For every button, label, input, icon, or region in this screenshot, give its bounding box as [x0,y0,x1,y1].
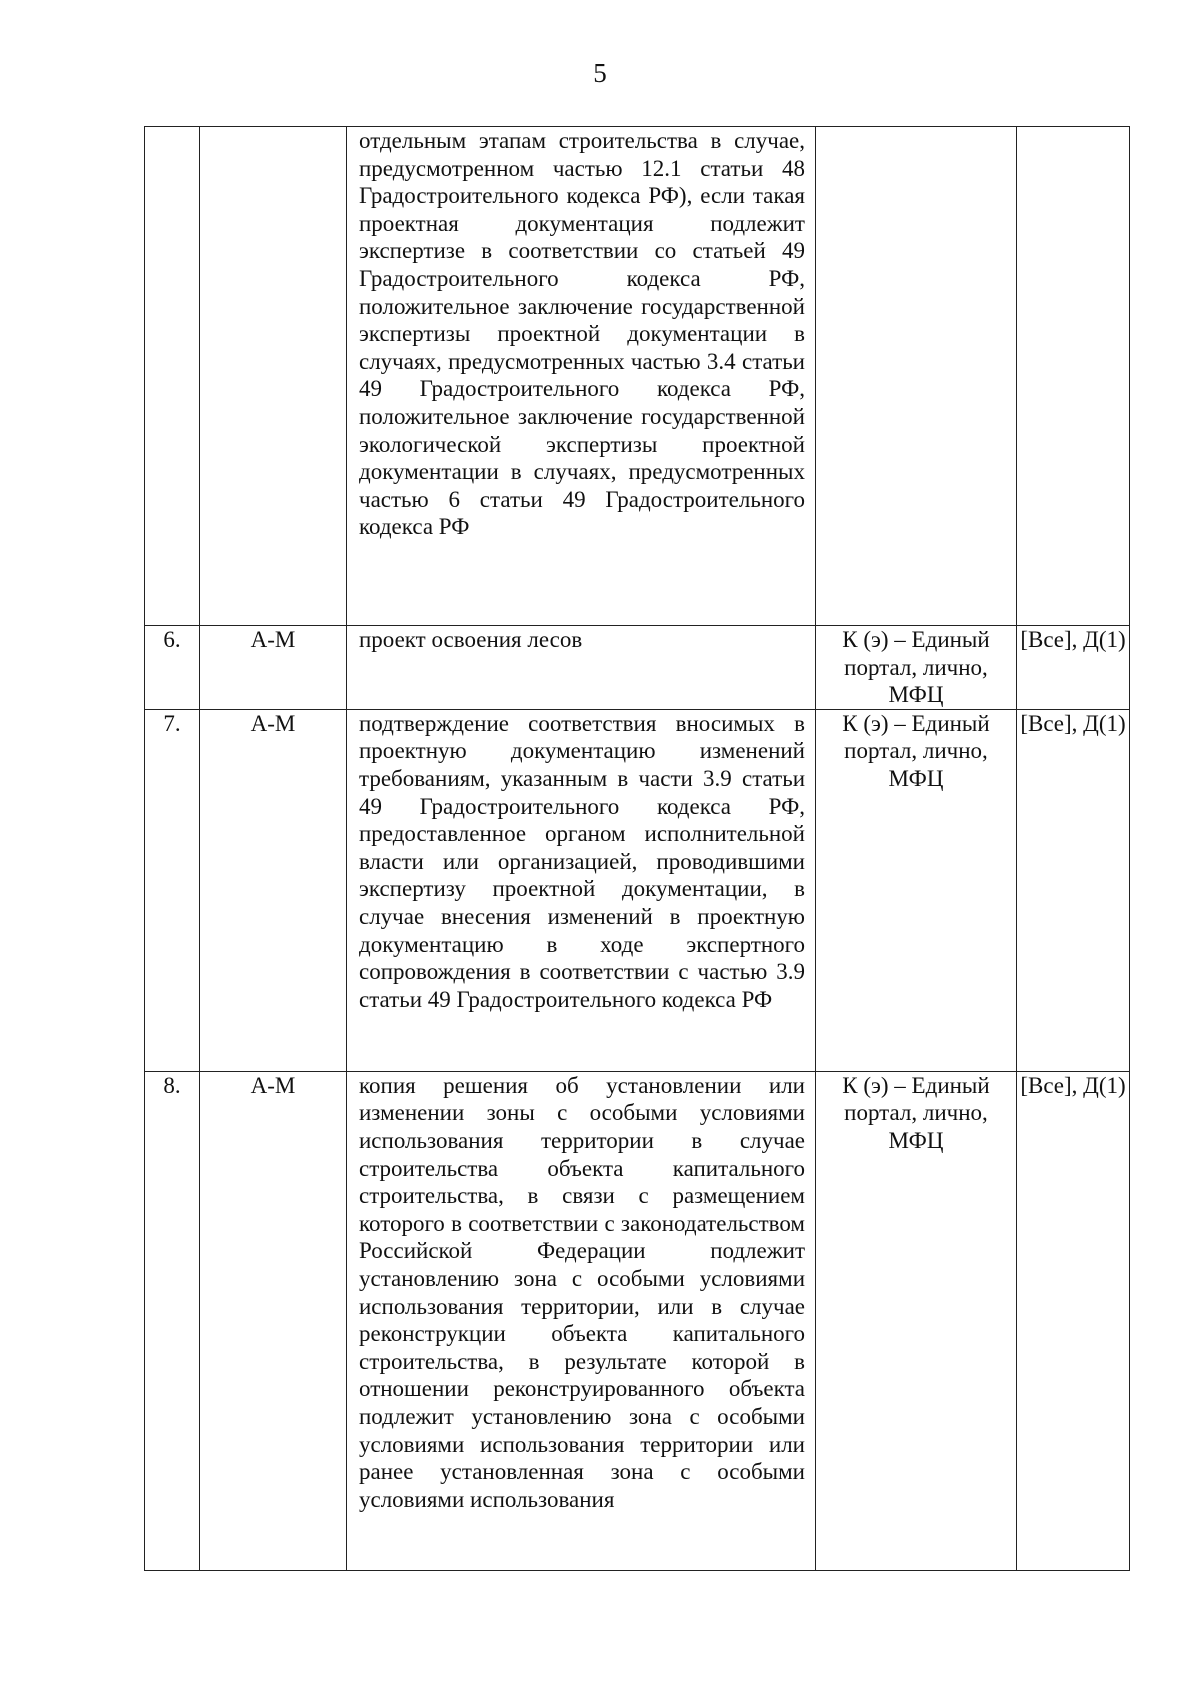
table-row [145,1071,1130,1570]
documents-table [144,126,1130,1571]
row-code-cell: А-М [200,1071,347,1570]
row-flag-cell [1017,127,1130,626]
row-submission-way-cell: К (э) – Единый портал, лично, МФЦ [816,626,1017,710]
row-number-cell: 6. [145,626,200,710]
row-number-cell: 7. [145,709,200,1071]
row-description-cell [347,626,816,710]
row-submission-way-cell: К (э) – Единый портал, лично, МФЦ [816,1071,1017,1570]
row-code-cell: А-М [200,709,347,1071]
row-description-cell [347,127,816,626]
row-flag-cell: [Все], Д(1) [1017,709,1130,1071]
row-description-text: отдельным этапам строительства в случае, предусмотренном частью 12.1 статьи 48 Градостроительного кодекса РФ), если такая проектная документация подлежит экспертизе в соответствии со статьей 49 Градостроительного кодекса РФ, положительное заключение государственной экспертизы проектной документации в случаях, предусмотренных частью 3.4 статьи 49 Градостроительного кодекса РФ, положительное заключение государственной экологической экспертизы проектной документации в случаях, предусмотренных частью 6 статьи 49 Градостроительного кодекса РФ [359,128,805,540]
row-flag-cell: [Все], Д(1) [1017,626,1130,710]
table-row [145,626,1130,710]
row-code-cell: А-М [200,626,347,710]
table-row [145,127,1130,626]
row-number-cell [145,127,200,626]
row-description-cell [347,1071,816,1570]
row-flag-cell: [Все], Д(1) [1017,1071,1130,1570]
row-description-text: проект освоения лесов [359,627,583,652]
row-description-text: копия решения об установлении или изменении зоны с особыми условиями использования территории в случае строительства объекта капитального строительства, в связи с размещением которого в соответствии с законодательством Российской Федерации подлежит установлению зона с особыми условиями использования территории, или в случае реконструкции объекта капитального строительства, в результате которой в отношении реконструированного объекта подлежит установлению зона с особыми условиями использования территории или ранее установленная зона с особыми условиями использования [359,1072,805,1512]
table-row [145,709,1130,1071]
row-code-cell [200,127,347,626]
row-submission-way-cell [816,127,1017,626]
row-description-cell [347,709,816,1071]
page-number: 5 [593,58,607,88]
row-number-cell: 8. [145,1071,200,1570]
row-submission-way-cell: К (э) – Единый портал, лично, МФЦ [816,709,1017,1071]
row-description-text: подтверждение соответствия вносимых в проектную документацию изменений требованиям, указанным в части 3.9 статьи 49 Градостроительного кодекса РФ, предоставленное органом исполнительной власти или организацией, проводившими экспертизу проектной документации, в случае внесения изменений в проектную документацию в ходе экспертного сопровождения в соответствии с частью 3.9 статьи 49 Градостроительного кодекса РФ [359,710,805,1012]
